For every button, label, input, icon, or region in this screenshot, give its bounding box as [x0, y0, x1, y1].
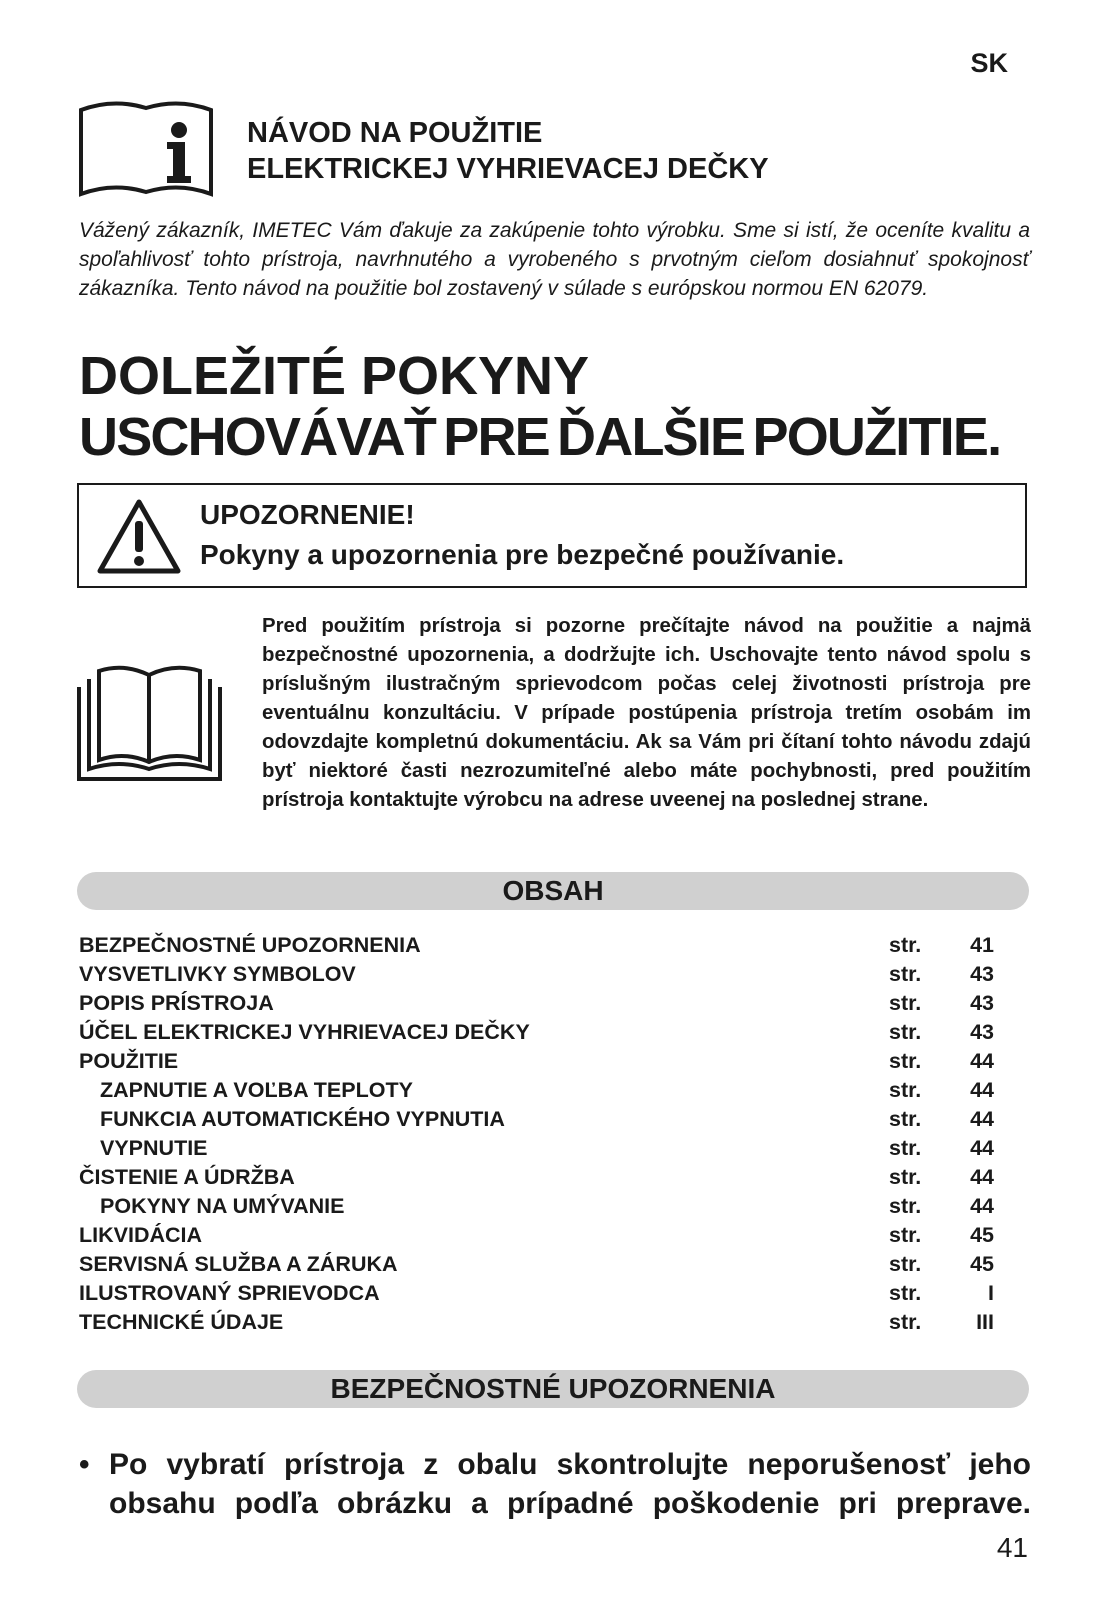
important-heading: DOLEŽITÉ POKYNY [79, 346, 590, 406]
toc-item-str: str. [889, 991, 922, 1015]
toc-item-str: str. [889, 1107, 922, 1131]
toc-item-page: 43 [970, 962, 994, 986]
toc-subitem [79, 1134, 994, 1163]
toc-item-page: 43 [970, 991, 994, 1015]
toc-subitem [79, 1076, 994, 1105]
toc-item-title: ILUSTROVANÝ SPRIEVODCA [79, 1281, 380, 1305]
toc-item-title: VYSVETLIVKY SYMBOLOV [79, 962, 356, 986]
safety-item-text: Po vybratí prístroja z obalu skontrolujte neporušenosť jeho obsahu podľa obrázku a prípadné poškodenie pri preprave. [109, 1448, 1031, 1520]
toc-item [79, 1250, 994, 1279]
preface-paragraph: Pred použitím prístroja si pozorne prečítajte návod na použitie a najmä bezpečnostné upozornenia, a dodržujte ich. Uschovajte tento návod spolu s príslušným ilustračným sprievodcom počas celej životnosti prístroja pre eventuálnu konzultáciu. V prípade postúpenia prístroja tretím osobám im odovzdajte kompletnú dokumentáciu. Ak sa Vám pri čítaní tohto návodu zdajú byť niektoré časti nezrozumiteľné alebo máte pochybnosti, pred použitím prístroja kontaktujte výrobcu na adrese uveenej na poslednej strane. [262, 615, 1031, 811]
toc-item-str: str. [889, 1049, 922, 1073]
toc-item-str: str. [889, 933, 922, 957]
toc-item-str: str. [889, 1281, 922, 1305]
page-number: 41 [996, 1532, 1028, 1563]
toc-item-page: 45 [970, 1252, 994, 1276]
toc-item [79, 960, 994, 989]
toc-item-str: str. [889, 1078, 922, 1102]
toc-item-page: 44 [970, 1165, 994, 1189]
toc-item-page: 44 [970, 1107, 994, 1131]
manual-title-line2: ELEKTRICKEJ VYHRIEVACEJ DEČKY [247, 153, 769, 185]
toc-subitem [79, 1192, 994, 1221]
safety-list-item [79, 1445, 1031, 1523]
toc-item-str: str. [889, 1165, 922, 1189]
toc-item-title: ÚČEL ELEKTRICKEJ VYHRIEVACEJ DEČKY [79, 1020, 530, 1044]
toc-item-page: 41 [970, 933, 994, 957]
toc-item [79, 1018, 994, 1047]
toc-item [79, 1279, 994, 1308]
toc-heading: OBSAH [77, 872, 1029, 910]
manual-title [247, 115, 769, 187]
safety-heading: BEZPEČNOSTNÉ UPOZORNENIA [77, 1370, 1029, 1408]
toc-item-page: 44 [970, 1136, 994, 1160]
toc-item-title: SERVISNÁ SLUŽBA A ZÁRUKA [79, 1252, 398, 1276]
toc-item [79, 1047, 994, 1076]
keep-for-future-heading: USCHOVÁVAŤ PRE ĎALŠIE POUŽITIE. [79, 407, 1001, 467]
table-of-contents [79, 931, 994, 1337]
toc-item-title: POUŽITIE [79, 1049, 179, 1073]
info-book-icon [77, 100, 215, 198]
toc-item-title: BEZPEČNOSTNÉ UPOZORNENIA [79, 933, 421, 957]
toc-item [79, 1163, 994, 1192]
warning-title: UPOZORNENIE! [200, 499, 415, 530]
toc-item-title: TECHNICKÉ ÚDAJE [79, 1310, 284, 1334]
toc-item-page: 44 [970, 1078, 994, 1102]
toc-item-title: POPIS PRÍSTROJA [79, 991, 274, 1015]
toc-item-str: str. [889, 1252, 922, 1276]
toc-item-page: 44 [970, 1194, 994, 1218]
toc-item [79, 1221, 994, 1250]
toc-item-title: POKYNY NA UMÝVANIE [100, 1194, 345, 1218]
bullet-marker: • [79, 1448, 90, 1481]
manual-title-line1: NÁVOD NA POUŽITIE [247, 117, 543, 149]
toc-item [79, 931, 994, 960]
toc-subitem [79, 1105, 994, 1134]
toc-item [79, 1308, 994, 1337]
intro-paragraph: Vážený zákazník, IMETEC Vám ďakuje za zakúpenie tohto výrobku. Sme si istí, že oceníte kvalitu a spoľahlivosť tohto prístroja, navrhnutého a vyrobeného s prvotným cieľom dosiahnuť spokojnosť zákazníka. Tento návod na použitie bol zostavený v súlade s európskou normou EN 62079. [79, 219, 1030, 300]
toc-item-str: str. [889, 1310, 922, 1334]
toc-item-page: 45 [970, 1223, 994, 1247]
toc-item-title: ČISTENIE A ÚDRŽBA [79, 1165, 295, 1189]
toc-item-title: ZAPNUTIE A VOĽBA TEPLOTY [100, 1078, 413, 1102]
language-code: SK [970, 48, 1008, 78]
toc-item-page: III [976, 1310, 994, 1334]
toc-item-page: 44 [970, 1049, 994, 1073]
toc-item-str: str. [889, 1223, 922, 1247]
toc-item-str: str. [889, 962, 922, 986]
toc-item-title: FUNKCIA AUTOMATICKÉHO VYPNUTIA [100, 1107, 505, 1131]
toc-item-str: str. [889, 1136, 922, 1160]
toc-item-str: str. [889, 1020, 922, 1044]
toc-item-page: I [988, 1281, 994, 1305]
warning-subtitle: Pokyny a upozornenia pre bezpečné používanie. [200, 539, 845, 570]
open-book-icon [77, 665, 222, 783]
toc-item [79, 989, 994, 1018]
toc-item-str: str. [889, 1194, 922, 1218]
warning-triangle-icon [96, 497, 182, 575]
toc-item-title: VYPNUTIE [100, 1136, 208, 1160]
toc-item-title: LIKVIDÁCIA [79, 1223, 203, 1247]
toc-item-page: 43 [970, 1020, 994, 1044]
